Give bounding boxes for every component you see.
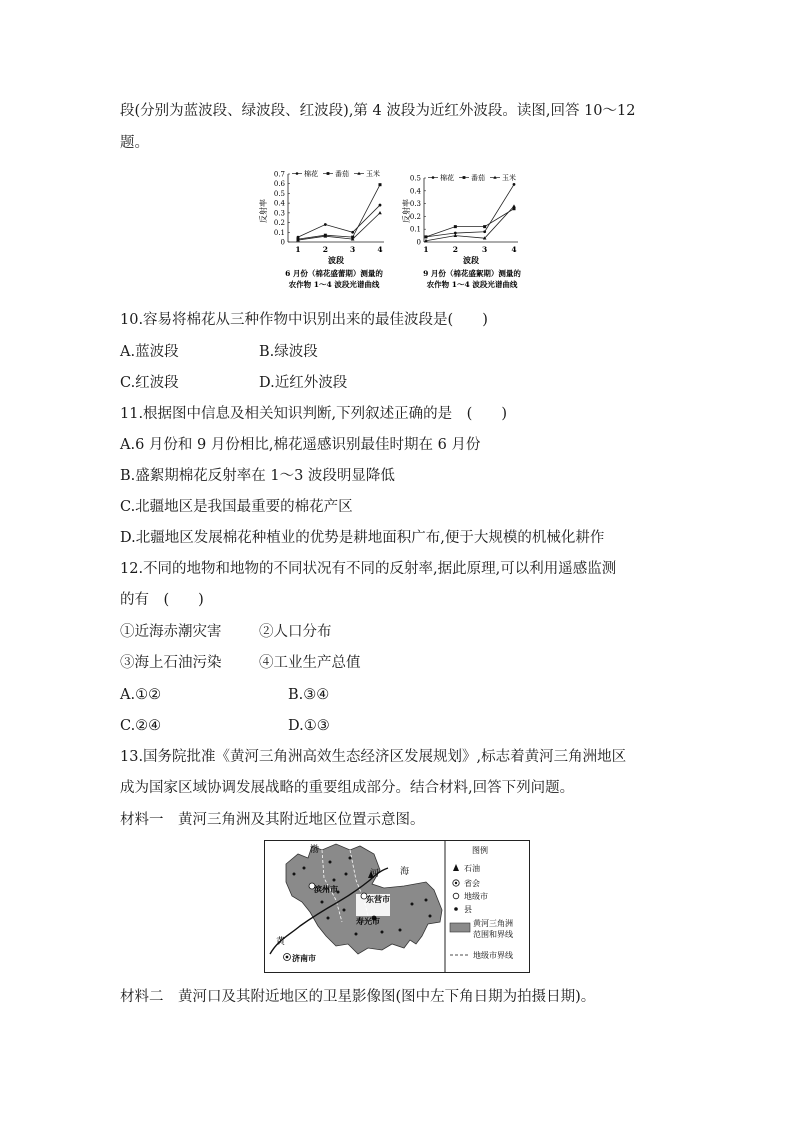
- y-tick-label: 0.3: [273, 209, 285, 218]
- chart-september: [401, 173, 521, 289]
- q11-option-b: B.盛絮期棉花反射率在 1～3 波段明显降低: [120, 468, 395, 484]
- chart-june-xlabel: 波段: [328, 255, 344, 265]
- y-tick-label: 0.6: [273, 180, 285, 189]
- county-dot: [425, 899, 428, 902]
- y-tick-label: 0.7: [273, 170, 285, 179]
- label-he: 河: [370, 869, 380, 879]
- data-point: [425, 235, 428, 238]
- q13-material-1: 材料一 黄河三角洲及其附近地区位置示意图。: [120, 812, 425, 828]
- intro-line-2: 题。: [120, 135, 149, 151]
- legend-title: 图例: [472, 846, 488, 855]
- legend-label: 番茄: [471, 174, 485, 182]
- legend-capital: 省会: [464, 879, 480, 888]
- label-shouguang: 寿光市: [356, 916, 380, 926]
- legend-label: 玉米: [366, 170, 380, 178]
- legend-oil: 石油: [464, 864, 480, 873]
- data-point: [379, 204, 382, 207]
- y-tick-label: 0.1: [273, 228, 285, 237]
- legend-label: 棉花: [440, 174, 454, 182]
- series-line: [298, 205, 380, 237]
- chart-june-caption-1: 6 月份（棉花盛蕾期）测量的: [285, 269, 383, 278]
- q10-option-d: D.近红外波段: [259, 375, 348, 391]
- label-bo: 渤: [310, 845, 320, 855]
- legend-label: 番茄: [335, 170, 349, 178]
- legend-city: 地级市: [464, 892, 488, 901]
- legend-boundary: 地级市界线: [473, 951, 513, 960]
- chart-sep-caption-1: 9 月份（棉花盛絮期）测量的: [423, 269, 521, 278]
- chart-sep-ylabel: 反射率: [402, 199, 411, 223]
- q10-stem: 10.容易将棉花从三种作物中识别出来的最佳波段是( ): [120, 312, 488, 328]
- county-dot: [345, 873, 348, 876]
- x-tick-label: 2: [452, 245, 458, 254]
- data-point: [483, 225, 486, 228]
- q12-option-d: D.①③: [288, 718, 330, 734]
- y-tick-label: 0.4: [409, 187, 421, 196]
- y-tick-label: 0.1: [409, 225, 421, 234]
- data-point: [379, 183, 382, 186]
- county-dot: [349, 857, 352, 860]
- legend-label: 玉米: [502, 174, 516, 182]
- county-dot: [399, 929, 402, 932]
- spectral-charts: [254, 166, 546, 292]
- county-dot: [381, 931, 384, 934]
- legend-county-icon: [454, 907, 458, 911]
- legend-label: 棉花: [304, 170, 318, 178]
- y-tick-label: 0.3: [409, 200, 421, 209]
- q12-item-3: ③海上石油污染: [120, 655, 222, 671]
- county-dot: [355, 933, 358, 936]
- q12-option-c: C.②④: [120, 718, 162, 734]
- q10-option-b: B.绿波段: [259, 344, 318, 360]
- y-tick-label: 0.2: [409, 212, 421, 221]
- q13-material-2: 材料二 黄河口及其附近地区的卫星影像图(图中左下角日期为拍摄日期)。: [120, 989, 596, 1005]
- intro-line-1: 段(分别为蓝波段、绿波段、红波段),第 4 波段为近红外波段。读图,回答 10～12: [120, 103, 636, 119]
- county-dot: [343, 909, 346, 912]
- legend-marker: [432, 176, 435, 179]
- data-point: [454, 225, 457, 228]
- x-tick-label: 3: [482, 245, 488, 254]
- county-dot: [333, 879, 336, 882]
- series-line: [426, 184, 514, 236]
- legend-city-icon: [453, 893, 459, 899]
- county-dot: [327, 917, 330, 920]
- x-tick-label: 1: [295, 245, 301, 254]
- q11-option-c: C.北疆地区是我国最重要的棉花产区: [120, 499, 353, 515]
- x-tick-label: 1: [423, 245, 429, 254]
- label-jinan: 济南市: [292, 953, 316, 963]
- q11-stem: 11.根据图中信息及相关知识判断,下列叙述正确的是 ( ): [120, 406, 507, 422]
- q10-option-a: A.蓝波段: [120, 344, 179, 360]
- data-point: [351, 231, 354, 234]
- x-tick-label: 4: [377, 245, 383, 254]
- chart-june-ylabel: 反射率: [259, 199, 268, 223]
- q12-item-1: ①近海赤潮灾害: [120, 624, 222, 640]
- q10-option-c: C.红波段: [120, 375, 179, 391]
- county-dot: [321, 901, 324, 904]
- data-point: [378, 211, 382, 214]
- label-hai: 海: [400, 867, 410, 877]
- legend-county: 县: [464, 905, 472, 914]
- county-dot: [303, 867, 306, 870]
- label-binzhou: 滨州市: [314, 884, 338, 894]
- q13-line-2: 成为国家区域协调发展战略的重要组成部分。结合材料,回答下列问题。: [120, 780, 575, 796]
- legend-delta-2: 范围和界线: [473, 930, 513, 939]
- y-tick-label: 0.5: [273, 189, 285, 198]
- legend-delta-1: 黄河三角洲: [473, 919, 513, 928]
- q12-option-a: A.①②: [120, 687, 162, 703]
- q12-item-2: ②人口分布: [259, 624, 332, 640]
- chart-june-caption-2: 农作物 1～4 波段光谱曲线: [288, 280, 380, 289]
- legend-marker: [327, 172, 330, 175]
- q12-stem-1: 12.不同的地物和地物的不同状况有不同的反射率,据此原理,可以利用遥感监测: [120, 561, 617, 577]
- q12-stem-2: 的有 ( ): [120, 592, 204, 608]
- county-dot: [411, 903, 414, 906]
- y-tick-label: 0: [280, 238, 285, 247]
- label-huang: 黄: [276, 937, 286, 947]
- x-tick-label: 3: [350, 245, 356, 254]
- q12-option-b: B.③④: [288, 687, 330, 703]
- chart-sep-xlabel: 波段: [463, 255, 479, 265]
- legend-marker: [463, 176, 466, 179]
- yellow-river-delta-map: [264, 840, 530, 973]
- q11-option-d: D.北疆地区发展棉花种植业的优势是耕地面积广布,便于大规模的机械化耕作: [120, 530, 605, 546]
- y-tick-label: 0: [416, 238, 421, 247]
- chart-sep-caption-2: 农作物 1～4 波段光谱曲线: [426, 280, 518, 289]
- county-dot: [429, 915, 432, 918]
- x-tick-label: 4: [511, 245, 517, 254]
- county-dot: [293, 873, 296, 876]
- legend-delta-swatch: [450, 923, 470, 932]
- legend-marker: [296, 172, 299, 175]
- label-dongying: 东营市: [366, 894, 390, 904]
- y-tick-label: 0.5: [409, 174, 421, 183]
- data-point: [324, 223, 327, 226]
- q12-item-4: ④工业生产总值: [259, 655, 361, 671]
- x-tick-label: 2: [322, 245, 328, 254]
- data-point: [513, 183, 516, 186]
- data-point: [483, 230, 486, 233]
- q11-option-a: A.6 月份和 9 月份相比,棉花遥感识别最佳时期在 6 月份: [120, 437, 481, 453]
- county-dot: [329, 861, 332, 864]
- data-point: [512, 204, 516, 207]
- series-line: [298, 185, 380, 239]
- y-tick-label: 0.4: [273, 199, 285, 208]
- chart-june: [258, 169, 384, 289]
- y-tick-label: 0.2: [273, 219, 285, 228]
- q13-line-1: 13.国务院批准《黄河三角洲高效生态经济区发展规划》,标志着黄河三角洲地区: [120, 749, 627, 765]
